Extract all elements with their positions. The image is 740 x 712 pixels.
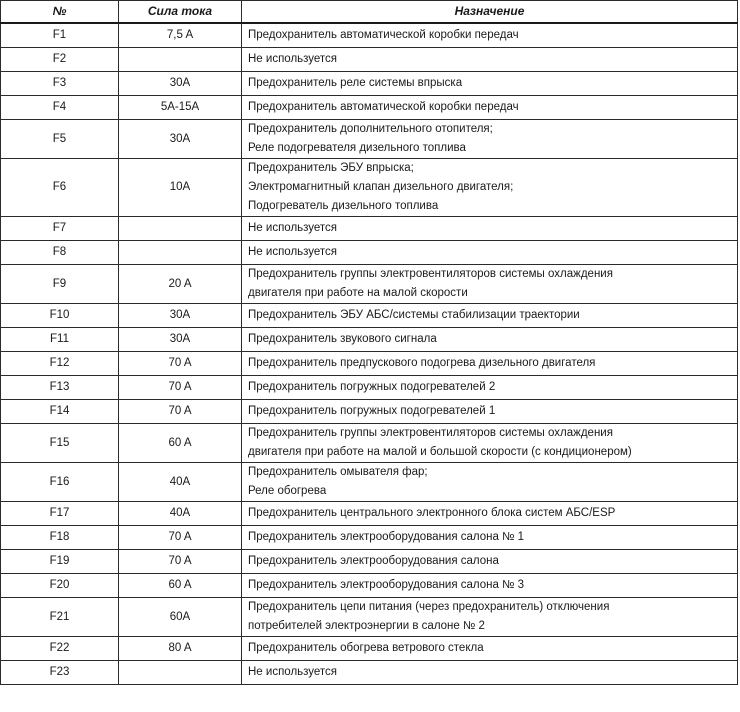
fuse-current: 10A xyxy=(119,159,242,217)
table-row xyxy=(1,400,738,424)
fuse-current xyxy=(119,48,242,72)
table-row xyxy=(1,48,738,72)
purpose-line: Не используется xyxy=(248,222,338,234)
table-row xyxy=(1,72,738,96)
fuse-number: F11 xyxy=(1,328,119,352)
table-row xyxy=(1,159,738,217)
purpose-line: Предохранитель ЭБУ впрыска; xyxy=(248,162,414,174)
purpose-line: Предохранитель электрооборудования салона № 3 xyxy=(248,579,525,591)
table-row xyxy=(1,661,738,685)
purpose-line: двигателя при работе на малой скорости xyxy=(248,287,468,299)
fuse-number: F4 xyxy=(1,96,119,120)
fuse-current xyxy=(119,241,242,265)
fuse-number: F19 xyxy=(1,550,119,574)
purpose-line: Не используется xyxy=(248,666,338,678)
header-row xyxy=(1,1,738,24)
fuse-current xyxy=(119,217,242,241)
purpose-line: Подогреватель дизельного топлива xyxy=(248,200,439,212)
table-row xyxy=(1,424,738,463)
purpose-line: Реле обогрева xyxy=(248,485,327,497)
fuse-purpose xyxy=(242,352,738,376)
table-row xyxy=(1,23,738,48)
fuse-current: 60A xyxy=(119,598,242,637)
fuse-current: 60 A xyxy=(119,574,242,598)
fuse-current: 5A-15A xyxy=(119,96,242,120)
fuse-current: 30A xyxy=(119,72,242,96)
fuse-current: 30A xyxy=(119,120,242,159)
fuse-current xyxy=(119,661,242,685)
purpose-line: Предохранитель автоматической коробки передач xyxy=(248,101,519,113)
fuse-purpose xyxy=(242,304,738,328)
fuse-current: 70 A xyxy=(119,376,242,400)
fuse-purpose xyxy=(242,598,738,637)
fuse-number: F22 xyxy=(1,637,119,661)
fuse-number: F7 xyxy=(1,217,119,241)
fuse-purpose xyxy=(242,376,738,400)
fuse-purpose xyxy=(242,159,738,217)
table-row xyxy=(1,241,738,265)
purpose-line: Предохранитель звукового сигнала xyxy=(248,333,437,345)
table-row xyxy=(1,217,738,241)
purpose-line: Электромагнитный клапан дизельного двигателя; xyxy=(248,181,514,193)
purpose-line: Предохранитель предпускового подогрева дизельного двигателя xyxy=(248,357,596,369)
table-row xyxy=(1,526,738,550)
header-current: Сила тока xyxy=(119,1,242,24)
fuse-number: F3 xyxy=(1,72,119,96)
purpose-line: Предохранитель автоматической коробки передач xyxy=(248,29,519,41)
fuse-purpose xyxy=(242,72,738,96)
purpose-line: Предохранитель цепи питания (через предохранитель) отключения xyxy=(248,601,610,613)
purpose-line: двигателя при работе на малой и большой скорости (с кондиционером) xyxy=(248,446,632,458)
table-row xyxy=(1,550,738,574)
fuse-current: 7,5 A xyxy=(119,23,242,48)
fuse-number: F21 xyxy=(1,598,119,637)
purpose-line: Предохранитель погружных подогревателей 2 xyxy=(248,381,496,393)
fuse-current: 30A xyxy=(119,304,242,328)
header-purpose: Назначение xyxy=(242,1,738,24)
fuse-current: 80 A xyxy=(119,637,242,661)
table-row xyxy=(1,96,738,120)
purpose-line: Предохранитель группы электровентиляторов системы охлаждения xyxy=(248,427,613,439)
fuse-purpose xyxy=(242,637,738,661)
fuse-purpose xyxy=(242,526,738,550)
table-row xyxy=(1,120,738,159)
fuse-purpose xyxy=(242,550,738,574)
fuse-current: 70 A xyxy=(119,352,242,376)
fuse-number: F6 xyxy=(1,159,119,217)
purpose-line: Предохранитель реле системы впрыска xyxy=(248,77,463,89)
fuse-purpose xyxy=(242,502,738,526)
fuse-number: F15 xyxy=(1,424,119,463)
fuse-purpose xyxy=(242,400,738,424)
fuse-purpose xyxy=(242,241,738,265)
fuse-current: 30A xyxy=(119,328,242,352)
table-row xyxy=(1,376,738,400)
fuse-number: F18 xyxy=(1,526,119,550)
fuse-purpose xyxy=(242,463,738,502)
purpose-line: Реле подогревателя дизельного топлива xyxy=(248,142,466,154)
fuse-number: F14 xyxy=(1,400,119,424)
table-header xyxy=(1,1,738,24)
table-row xyxy=(1,637,738,661)
fuse-number: F13 xyxy=(1,376,119,400)
fuse-number: F5 xyxy=(1,120,119,159)
fuse-current: 20 A xyxy=(119,265,242,304)
table-row xyxy=(1,304,738,328)
purpose-line: Предохранитель погружных подогревателей 1 xyxy=(248,405,496,417)
fuse-current: 40A xyxy=(119,502,242,526)
fuse-purpose xyxy=(242,23,738,48)
table-row xyxy=(1,502,738,526)
fuse-purpose xyxy=(242,661,738,685)
purpose-line: Предохранитель ЭБУ АБС/системы стабилизации траектории xyxy=(248,309,580,321)
purpose-line: Предохранитель омывателя фар; xyxy=(248,466,428,478)
fuse-number: F23 xyxy=(1,661,119,685)
table-row xyxy=(1,328,738,352)
fuse-number: F1 xyxy=(1,23,119,48)
fuse-purpose xyxy=(242,424,738,463)
fuse-number: F16 xyxy=(1,463,119,502)
fuse-purpose xyxy=(242,574,738,598)
fuse-purpose xyxy=(242,265,738,304)
fuse-current: 60 A xyxy=(119,424,242,463)
fuse-purpose xyxy=(242,48,738,72)
fuse-current: 70 A xyxy=(119,400,242,424)
fuse-current: 70 A xyxy=(119,550,242,574)
fuse-purpose xyxy=(242,96,738,120)
fuse-number: F17 xyxy=(1,502,119,526)
fuse-number: F12 xyxy=(1,352,119,376)
table-row xyxy=(1,598,738,637)
fuse-number: F10 xyxy=(1,304,119,328)
table-row xyxy=(1,463,738,502)
purpose-line: Предохранитель группы электровентиляторов системы охлаждения xyxy=(248,268,613,280)
fuse-purpose xyxy=(242,217,738,241)
table-body xyxy=(1,23,738,685)
purpose-line: Не используется xyxy=(248,246,338,258)
fuse-current: 70 A xyxy=(119,526,242,550)
purpose-line: Предохранитель обогрева ветрового стекла xyxy=(248,642,484,654)
purpose-line: Не используется xyxy=(248,53,338,65)
fuse-purpose xyxy=(242,120,738,159)
table-row xyxy=(1,352,738,376)
purpose-line: Предохранитель электрооборудования салона № 1 xyxy=(248,531,525,543)
purpose-line: Предохранитель дополнительного отопителя; xyxy=(248,123,493,135)
table-row xyxy=(1,574,738,598)
fuse-number: F2 xyxy=(1,48,119,72)
purpose-line: Предохранитель центрального электронного блока систем АБС/ESP xyxy=(248,507,616,519)
purpose-line: Предохранитель электрооборудования салона xyxy=(248,555,499,567)
fuse-number: F9 xyxy=(1,265,119,304)
fuse-current: 40A xyxy=(119,463,242,502)
fuse-purpose xyxy=(242,328,738,352)
table-row xyxy=(1,265,738,304)
purpose-line: потребителей электроэнергии в салоне № 2 xyxy=(248,620,485,632)
header-number: № xyxy=(1,1,119,24)
fuse-number: F8 xyxy=(1,241,119,265)
fuse-number: F20 xyxy=(1,574,119,598)
